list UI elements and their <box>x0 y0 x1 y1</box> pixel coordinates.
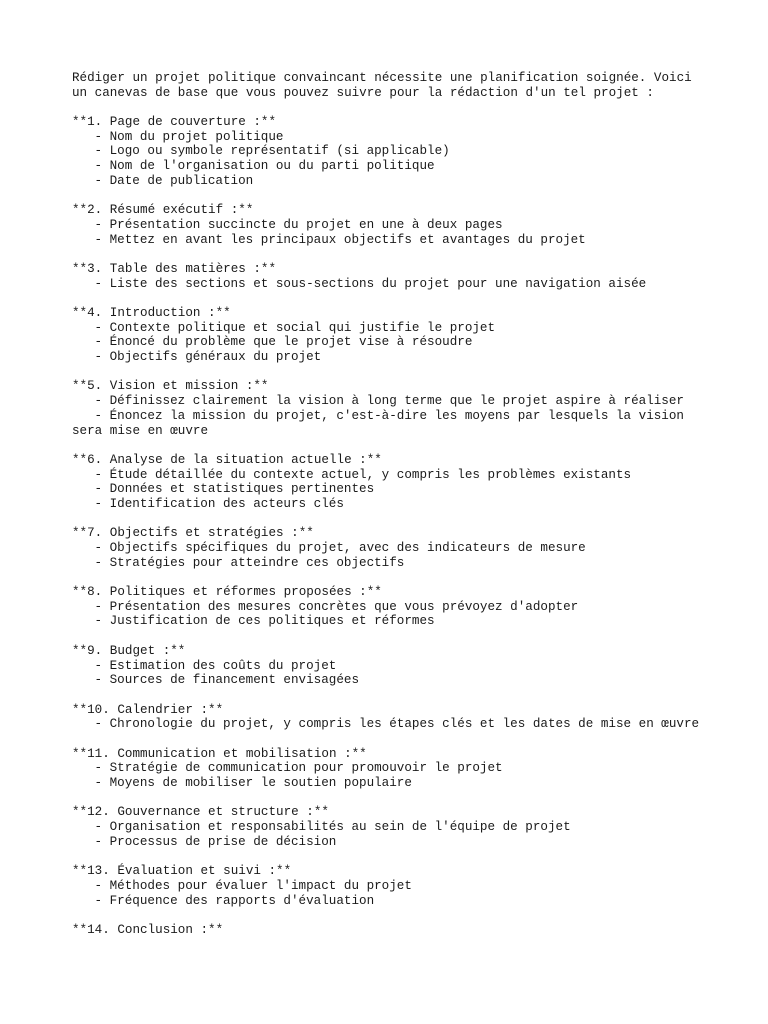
list-item: - Liste des sections et sous-sections du projet pour une navigation aisée <box>94 276 647 291</box>
list-item: - Présentation succincte du projet en une à deux pages <box>94 217 503 232</box>
section-heading: **12. Gouvernance et structure :** <box>72 805 329 820</box>
section-vision-mission <box>72 379 732 438</box>
list-item: - Fréquence des rapports d'évaluation <box>94 893 375 908</box>
list-item: - Énoncé du problème que le projet vise à résoudre <box>94 335 473 350</box>
section-cover-page <box>72 115 732 188</box>
intro-line: Rédiger un projet politique convaincant nécessite une planification soignée. Voici <box>72 71 692 85</box>
list-item: - Logo ou symbole représentatif (si applicable) <box>94 144 450 159</box>
intro-line: un canevas de base que vous pouvez suivre pour la rédaction d'un tel projet : <box>72 85 654 100</box>
section-budget <box>72 644 732 688</box>
list-item: - Justification de ces politiques et réformes <box>94 614 435 629</box>
list-item: - Définissez clairement la vision à long terme que le projet aspire à réaliser <box>94 394 684 409</box>
list-item: - Stratégies pour atteindre ces objectifs <box>94 555 405 570</box>
list-item-continuation: sera mise en œuvre <box>72 423 209 438</box>
section-heading: **9. Budget :** <box>72 643 186 658</box>
list-item: - Étude détaillée du contexte actuel, y compris les problèmes existants <box>94 467 632 482</box>
list-item: - Énoncez la mission du projet, c'est-à-dire les moyens par lesquels la vision <box>94 408 684 423</box>
section-table-of-contents <box>72 262 732 291</box>
section-heading: **14. Conclusion :** <box>72 922 224 937</box>
section-heading: **8. Politiques et réformes proposées :** <box>72 585 382 600</box>
list-item: - Stratégie de communication pour promouvoir le projet <box>94 761 503 776</box>
list-item: - Objectifs généraux du projet <box>94 350 322 365</box>
section-heading: **3. Table des matières :** <box>72 261 277 276</box>
section-calendar <box>72 703 732 732</box>
section-current-situation <box>72 453 732 512</box>
section-heading: **11. Communication et mobilisation :** <box>72 746 367 761</box>
list-item: - Méthodes pour évaluer l'impact du projet <box>94 878 412 893</box>
section-heading: **6. Analyse de la situation actuelle :** <box>72 452 382 467</box>
section-heading: **13. Évaluation et suivi :** <box>72 864 292 879</box>
section-heading: **4. Introduction :** <box>72 306 231 320</box>
section-conclusion <box>72 923 732 938</box>
list-item: - Objectifs spécifiques du projet, avec des indicateurs de mesure <box>94 541 586 555</box>
list-item: - Identification des acteurs clés <box>94 496 344 511</box>
list-item: - Moyens de mobiliser le soutien populaire <box>94 776 412 790</box>
section-heading: **10. Calendrier :** <box>72 702 224 717</box>
list-item: - Mettez en avant les principaux objectifs et avantages du projet <box>94 232 586 247</box>
section-communication <box>72 747 732 791</box>
list-item: - Estimation des coûts du projet <box>94 658 337 673</box>
list-item: - Sources de financement envisagées <box>94 673 360 688</box>
section-executive-summary <box>72 203 732 247</box>
list-item: - Nom du projet politique <box>94 129 284 144</box>
list-item: - Nom de l'organisation ou du parti politique <box>94 159 435 174</box>
list-item: - Données et statistiques pertinentes <box>94 482 375 497</box>
section-policies-reforms <box>72 585 732 629</box>
section-heading: **1. Page de couverture :** <box>72 115 277 130</box>
list-item: - Contexte politique et social qui justifie le projet <box>94 320 496 335</box>
section-objectives-strategies <box>72 526 732 570</box>
list-item: - Présentation des mesures concrètes que vous prévoyez d'adopter <box>94 599 579 614</box>
section-governance <box>72 805 732 849</box>
section-heading: **7. Objectifs et stratégies :** <box>72 526 314 541</box>
intro-paragraph <box>72 71 732 100</box>
document-page <box>72 71 732 938</box>
section-heading: **5. Vision et mission :** <box>72 379 269 394</box>
section-heading: **2. Résumé exécutif :** <box>72 203 254 218</box>
list-item: - Processus de prise de décision <box>94 834 337 849</box>
list-item: - Organisation et responsabilités au sein de l'équipe de projet <box>94 820 571 835</box>
list-item: - Chronologie du projet, y compris les étapes clés et les dates de mise en œuvre <box>94 717 700 732</box>
section-introduction <box>72 306 732 365</box>
list-item: - Date de publication <box>94 173 254 188</box>
section-evaluation <box>72 864 732 908</box>
